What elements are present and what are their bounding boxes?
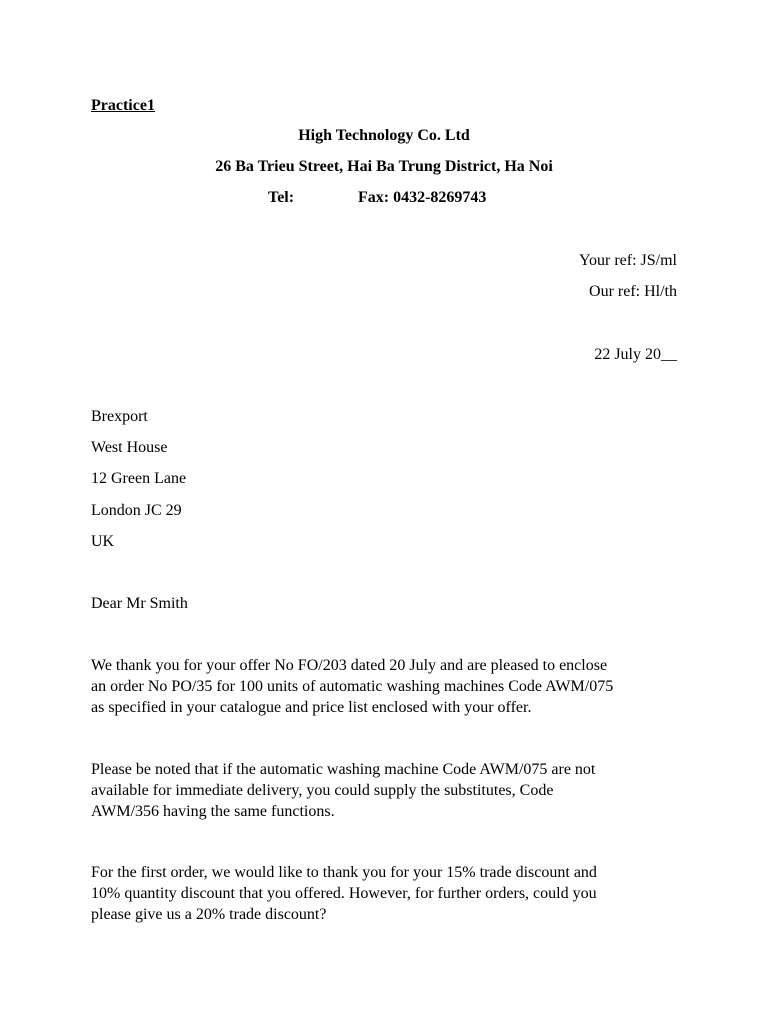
salutation: Dear Mr Smith: [91, 595, 188, 612]
paragraph-line: We thank you for your offer No FO/203 dated 20 July and are pleased to enclose: [91, 657, 608, 674]
recipient-line-5: UK: [91, 533, 115, 550]
body-paragraph-2: [91, 759, 691, 822]
your-reference: Your ref: JS/ml: [579, 252, 677, 269]
paragraph-line: For the first order, we would like to thank you for your 15% trade discount and: [91, 864, 597, 881]
body-paragraph-1: [91, 655, 691, 718]
paragraph-line: available for immediate delivery, you could supply the substitutes, Code: [91, 782, 554, 799]
recipient-line-1: Brexport: [91, 408, 148, 425]
letterhead-fax: Fax: 0432-8269743: [358, 189, 487, 206]
letterhead-contact: [268, 187, 486, 208]
recipient-line-2: West House: [91, 439, 168, 456]
recipient-line-3: 12 Green Lane: [91, 470, 187, 487]
paragraph-line: as specified in your catalogue and price list enclosed with your offer.: [91, 699, 532, 716]
paragraph-line: AWM/356 having the same functions.: [91, 803, 335, 820]
paragraph-line: an order No PO/35 for 100 units of automatic washing machines Code AWM/075: [91, 678, 614, 695]
our-reference: Our ref: Hl/th: [589, 283, 677, 300]
document-heading: Practice1: [91, 97, 155, 114]
body-paragraph-3: [91, 862, 691, 925]
paragraph-line: Please be noted that if the automatic washing machine Code AWM/075 are not: [91, 761, 596, 778]
letter-date: 22 July 20__: [594, 346, 677, 363]
letterhead-tel: Tel:: [268, 189, 295, 206]
letterhead-address: 26 Ba Trieu Street, Hai Ba Trung District, Ha Noi: [215, 158, 553, 175]
paragraph-line: please give us a 20% trade discount?: [91, 906, 327, 923]
letterhead-company: High Technology Co. Ltd: [298, 127, 470, 144]
recipient-line-4: London JC 29: [91, 502, 182, 519]
paragraph-line: 10% quantity discount that you offered. However, for further orders, could you: [91, 885, 597, 902]
